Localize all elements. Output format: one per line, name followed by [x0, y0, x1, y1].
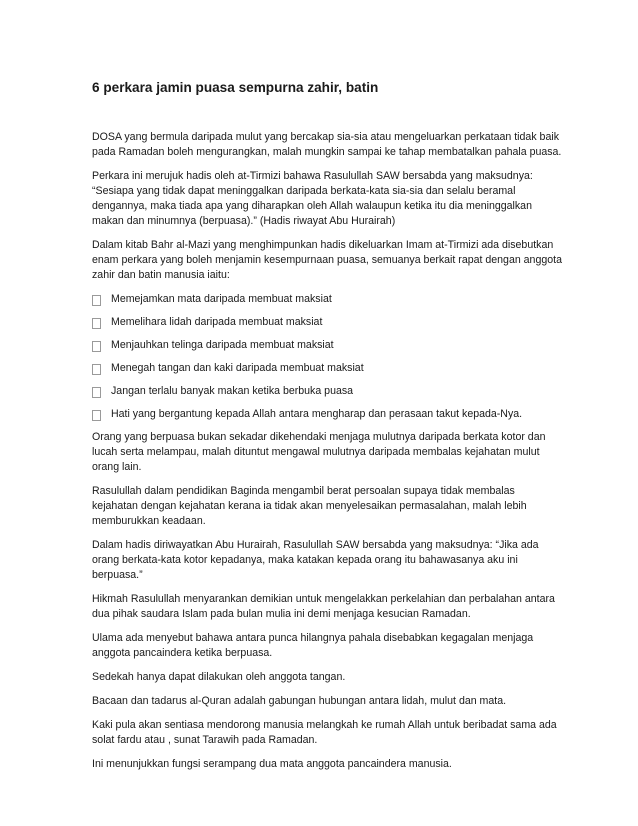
paragraph: Perkara ini merujuk hadis oleh at-Tirmizi bahawa Rasulullah SAW bersabda yang maksudnya: “Sesiapa yang tidak dapat meninggalkan daripada berkata-kata sia-sia dan selalu beramal dengannya, maka tiada apa yang diharapkan oleh Allah walaupun ketika itu dia meninggalkan makan dan minumnya (berpuasa).” (Hadis riwayat Abu Hurairah)	[92, 170, 533, 227]
bullet-box-icon	[92, 295, 101, 306]
bullet-box-icon	[92, 318, 101, 329]
paragraph: Dalam kitab Bahr al-Mazi yang menghimpunkan hadis dikeluarkan Imam at-Tirmizi ada disebutkan enam perkara yang boleh menjamin kesempurnaan puasa, semuanya berkait rapat dengan anggota zahir dan batin manusia iaitu:	[92, 239, 562, 281]
paragraph: Ini menunjukkan fungsi serampang dua mata anggota pancaindera manusia.	[92, 758, 452, 770]
paragraph: Kaki pula akan sentiasa mendorong manusia melangkah ke rumah Allah untuk beribadat sama ada solat fardu atau , sunat Tarawih pada Ramadan.	[92, 719, 557, 746]
bullet-box-icon	[92, 364, 101, 375]
list-item	[92, 384, 562, 399]
list-item-text: Memelihara lidah daripada membuat maksiat	[111, 316, 323, 328]
paragraph: Sedekah hanya dapat dilakukan oleh anggota tangan.	[92, 671, 346, 683]
list-item-text: Hati yang bergantung kepada Allah antara mengharap dan perasaan takut kepada-Nya.	[111, 408, 523, 420]
bullet-box-icon	[92, 341, 101, 352]
paragraph: Dalam hadis diriwayatkan Abu Hurairah, Rasulullah SAW bersabda yang maksudnya: “Jika ada orang berkata-kata kotor kepadanya, maka katakan kepada orang itu bahawasanya aku ini berpuasa.”	[92, 539, 539, 581]
list-item	[92, 407, 562, 422]
article-body	[92, 130, 562, 781]
list-item	[92, 338, 562, 353]
list-item	[92, 315, 562, 330]
list-item-text: Memejamkan mata daripada membuat maksiat	[111, 293, 332, 305]
page-title: 6 perkara jamin puasa sempurna zahir, batin	[92, 80, 379, 95]
list-item	[92, 361, 562, 376]
paragraph: Bacaan dan tadarus al-Quran adalah gabungan hubungan antara lidah, mulut dan mata.	[92, 695, 507, 707]
paragraph: Rasulullah dalam pendidikan Baginda mengambil berat persoalan supaya tidak membalas kejahatan dengan kejahatan kerana ia tidak akan menyelesaikan permasalahan, malah lebih memburukkan keadaan.	[92, 485, 527, 527]
list-item-text: Jangan terlalu banyak makan ketika berbuka puasa	[111, 385, 354, 397]
bullet-box-icon	[92, 410, 101, 421]
list-item-text: Menjauhkan telinga daripada membuat maksiat	[111, 339, 334, 351]
paragraph: DOSA yang bermula daripada mulut yang bercakap sia-sia atau mengeluarkan perkataan tidak baik pada Ramadan boleh mengurangkan, malah mungkin sampai ke tahap membatalkan pahala puasa.	[92, 131, 562, 158]
paragraph: Orang yang berpuasa bukan sekadar dikehendaki menjaga mulutnya daripada berkata kotor dan lucah serta melampau, malah dituntut mengawal mulutnya daripada membalas kejahatan mulut orang lain.	[92, 431, 546, 473]
list-item	[92, 292, 562, 307]
bullet-box-icon	[92, 387, 101, 398]
list-item-text: Menegah tangan dan kaki daripada membuat maksiat	[111, 362, 364, 374]
paragraph: Hikmah Rasulullah menyarankan demikian untuk mengelakkan perkelahian dan perbalahan antara dua pihak saudara Islam pada bulan mulia ini demi menjaga kesucian Ramadan.	[92, 593, 555, 620]
paragraph: Ulama ada menyebut bahawa antara punca hilangnya pahala disebabkan kegagalan menjaga anggota pancaindera ketika berpuasa.	[92, 632, 534, 659]
